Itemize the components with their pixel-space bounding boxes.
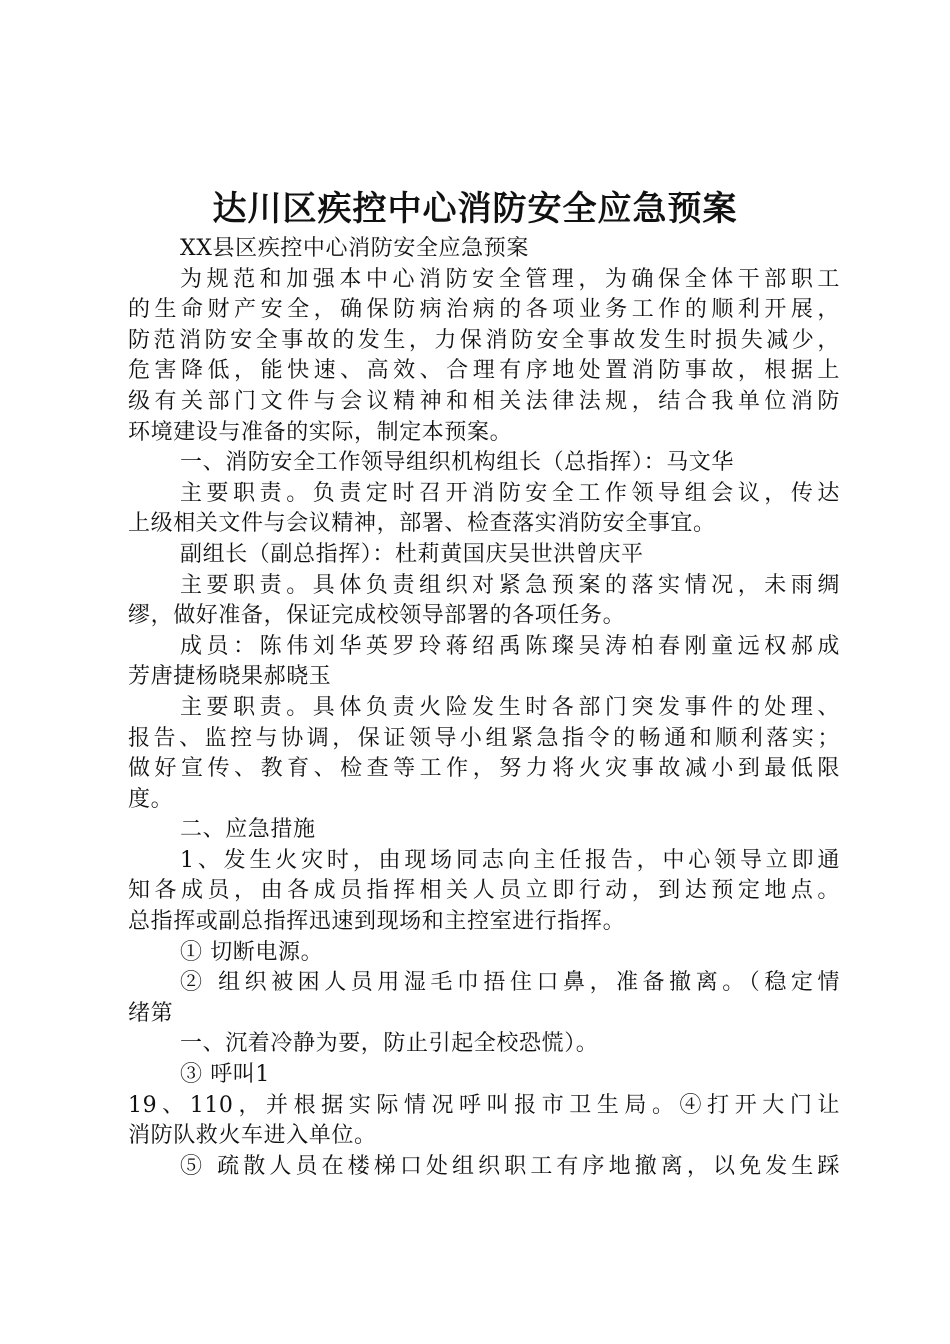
paragraph-line: 芳唐捷杨晓果郝晓玉 xyxy=(128,664,332,690)
document-title: 达川区疾控中心消防安全应急预案 xyxy=(212,189,738,229)
paragraph-line: 总指挥或副总指挥迅速到现场和主控室进行指挥。 xyxy=(128,909,626,935)
section-heading: 一、消防安全工作领导组织机构组长（总指挥）：马文华 xyxy=(180,450,735,476)
paragraph-line: 度。 xyxy=(128,786,174,812)
list-item: ③ 呼叫1 xyxy=(180,1062,270,1088)
paragraph-line: 1、发生火灾时，由现场同志向主任报告，中心领导立即通 xyxy=(180,847,840,873)
paragraph-line: 主要职责。具体负责火险发生时各部门突发事件的处理、 xyxy=(180,694,840,720)
paragraph-line: 主要职责。负责定时召开消防安全工作领导组会议，传达 xyxy=(180,480,840,506)
document-body xyxy=(128,234,840,1182)
paragraph-line: 主要职责。具体负责组织对紧急预案的落实情况，未雨绸 xyxy=(180,572,840,598)
paragraph-line: 做好宣传、教育、检查等工作，努力将火灾事故减小到最低限 xyxy=(128,756,840,782)
paragraph-line: 消防队救火车进入单位。 xyxy=(128,1123,377,1149)
paragraph-line: 为规范和加强本中心消防安全管理，为确保全体干部职工 xyxy=(180,266,840,292)
paragraph-line: XX县区疾控中心消防安全应急预案 xyxy=(180,236,529,261)
list-item: ⑤ 疏散人员在楼梯口处组织职工有序地撤离，以免发生踩 xyxy=(180,1153,840,1179)
paragraph-line: 环境建设与准备的实际，制定本预案。 xyxy=(128,419,513,445)
paragraph-line: 19、110，并根据实际情况呼叫报市卫生局。④打开大门让 xyxy=(128,1092,840,1118)
paragraph-line: 防范消防安全事故的发生，力保消防安全事故发生时损失减少， xyxy=(128,327,840,353)
paragraph-line: 一、沉着冷静为要，防止引起全校恐慌）。 xyxy=(180,1031,599,1057)
paragraph-line: 成员：陈伟刘华英罗玲蒋绍禹陈璨吴涛柏春刚童远权郝成 xyxy=(180,633,840,659)
paragraph-line: 缪，做好准备，保证完成校领导部署的各项任务。 xyxy=(128,603,626,629)
list-item: ① 切断电源。 xyxy=(180,939,324,965)
section-heading: 二、应急措施 xyxy=(180,817,316,843)
paragraph-line: 上级相关文件与会议精神，部署、检查落实消防安全事宜。 xyxy=(128,511,716,537)
paragraph-line: 危害降低，能快速、高效、合理有序地处置消防事故，根据上 xyxy=(128,358,840,384)
paragraph-line: 报告、监控与协调，保证领导小组紧急指令的畅通和顺利落实； xyxy=(128,725,840,751)
paragraph-line: 绪第 xyxy=(128,1000,174,1026)
paragraph-line: 级有关部门文件与会议精神和相关法律法规，结合我单位消防 xyxy=(128,388,840,414)
paragraph-line: 副组长（副总指挥）：杜莉黄国庆吴世洪曾庆平 xyxy=(180,541,644,567)
paragraph-line: 的生命财产安全，确保防病治病的各项业务工作的顺利开展， xyxy=(128,297,840,323)
list-item: ② 组织被困人员用湿毛巾捂住口鼻，准备撤离。（稳定情 xyxy=(180,970,840,996)
paragraph-line: 知各成员，由各成员指挥相关人员立即行动，到达预定地点。 xyxy=(128,878,840,904)
